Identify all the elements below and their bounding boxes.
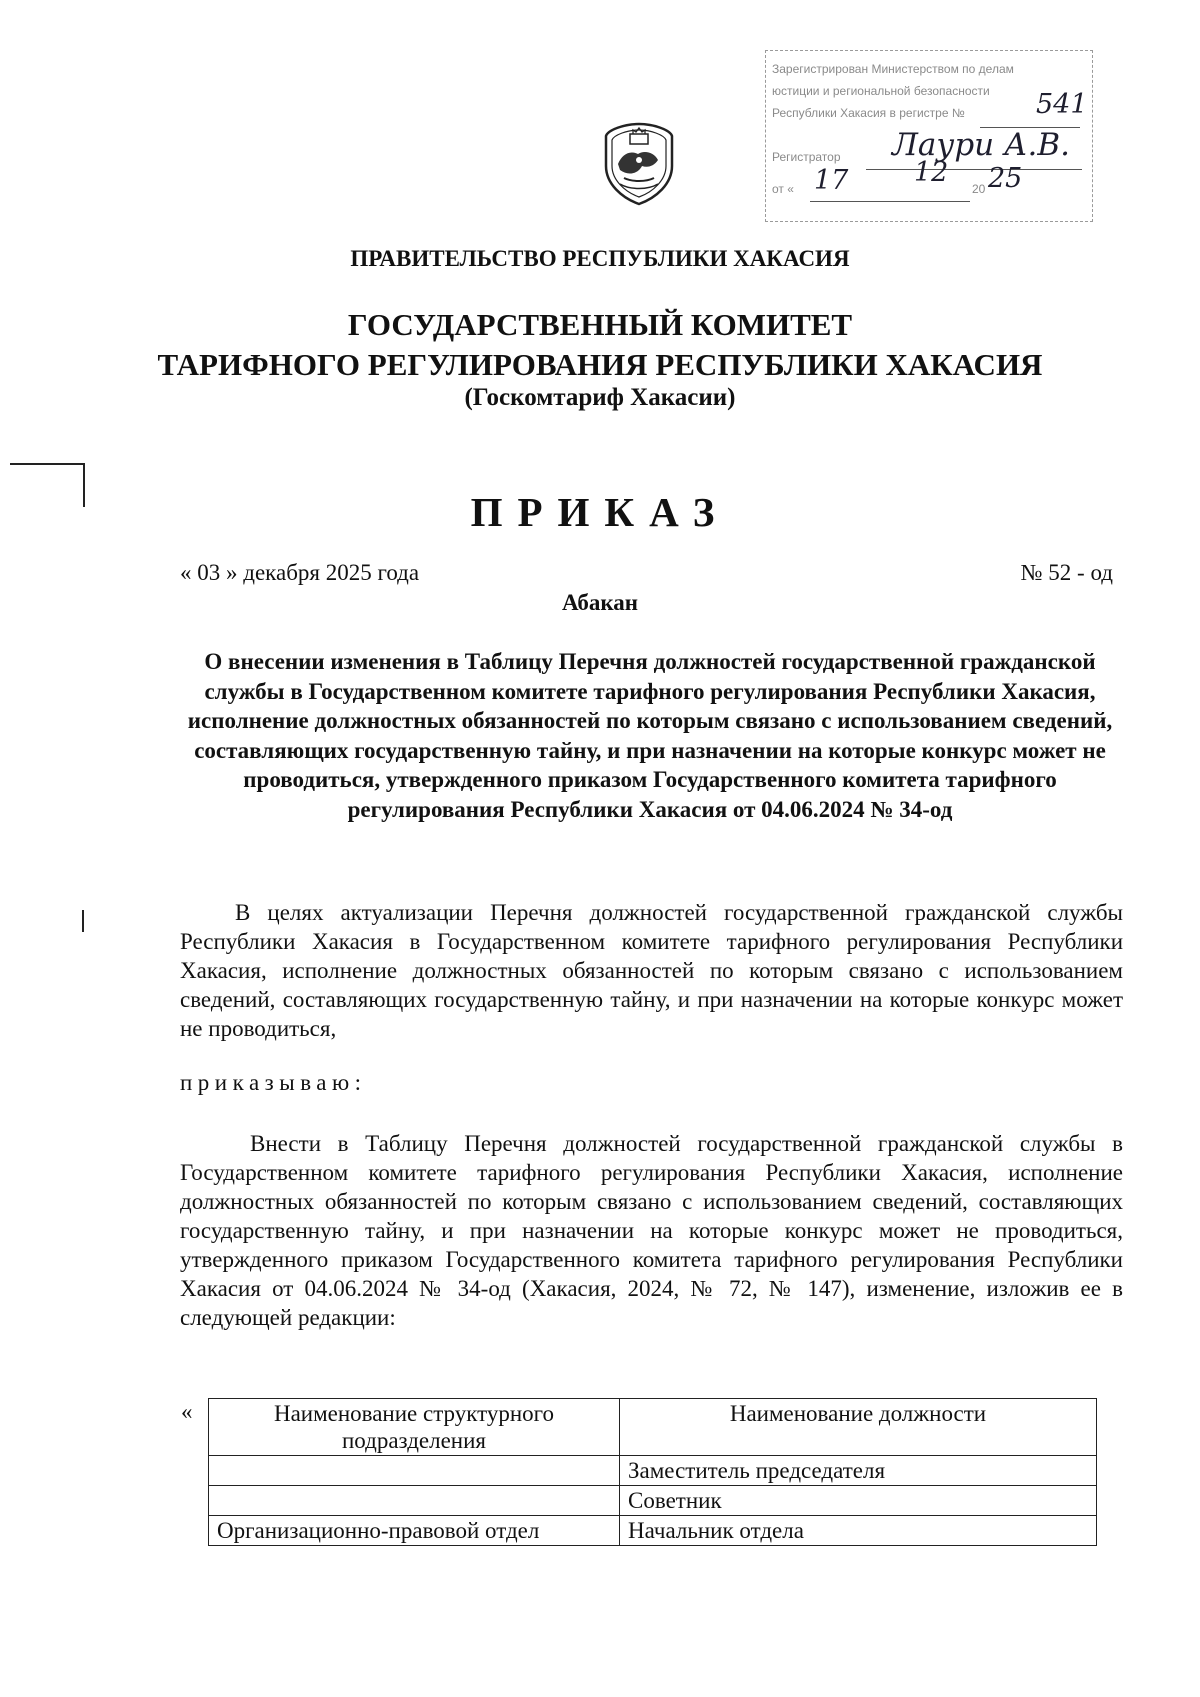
document-type-heading: ПРИКАЗ: [470, 489, 730, 535]
order-city: Абакан: [561, 590, 639, 615]
stamp-line-3: Республики Хакасия в регистре №: [772, 106, 965, 120]
preamble-paragraph: В целях актуализации Перечня должностей государственной гражданской службы Республики Хакасия в Государственном комитете тарифного регулирования Республики Хакасия, исполнение должностных обязанностей по которым связано с использованием сведений, составляющих государственную тайну, и при назначении на которые конкурс может не проводиться,: [180, 900, 1123, 1041]
table-cell-position: Заместитель председателя: [620, 1456, 1097, 1486]
table-cell-department: [209, 1486, 620, 1516]
table-header-position: Наименование должности: [620, 1399, 1097, 1456]
stamp-day: 17: [814, 165, 849, 196]
stamp-line-5-prefix: от «: [772, 182, 794, 196]
order-subject: О внесении изменения в Таблицу Перечня должностей государственной гражданской службы в Государственном комитете тарифного регулирования Республики Хакасия, исполнение должностных обязанностей по которым связано с использованием сведений, составляющих государственную тайну, и при назначении на которые конкурс может не проводиться, утвержденного приказом Государственного комитета тарифного регулирования Республики Хакасия от 04.06.2024 № 34-од: [187, 649, 1113, 822]
table-cell-department: [209, 1456, 620, 1486]
table-cell-department: Организационно-правовой отдел: [209, 1516, 620, 1546]
table-header-row: [209, 1399, 1097, 1456]
committee-short-name: (Госкомтариф Хакасии): [464, 384, 736, 411]
table-cell-position: Начальник отдела: [620, 1516, 1097, 1546]
table-header-department: Наименование структурного подразделения: [209, 1399, 620, 1456]
stamp-line-5-year: 20: [972, 182, 986, 196]
margin-mark-small: [82, 910, 84, 932]
government-title: ПРАВИТЕЛЬСТВО РЕСПУБЛИКИ ХАКАСИЯ: [350, 246, 850, 271]
stamp-month: 12: [914, 157, 949, 188]
stamp-registrar-signature: Лаури А.В.: [892, 127, 1070, 163]
registration-stamp: [765, 50, 1093, 222]
margin-mark-horizontal: [10, 463, 84, 465]
coat-of-arms-emblem: [600, 120, 678, 206]
positions-table: [208, 1398, 1097, 1546]
directive-paragraph: Внести в Таблицу Перечня должностей государственной гражданской службы в Государственном комитете тарифного регулирования Республики Хакасия, исполнение должностных обязанностей по которым связано с использованием сведений, составляющих государственную тайну, и при назначении на которые конкурс может не проводиться, утвержденного приказом Государственного комитета тарифного регулирования Республики Хакасия от 04.06.2024 № 34-од (Хакасия, 2024, № 72, № 147), изменение, изложив ее в следующей редакции:: [180, 1131, 1123, 1330]
stamp-year: 25: [988, 163, 1023, 194]
order-date: « 03 » декабря 2025 года: [180, 560, 420, 585]
table-row: [209, 1486, 1097, 1516]
table-row: [209, 1456, 1097, 1486]
stamp-line-4: Регистратор: [772, 150, 841, 164]
table-cell-position: Советник: [620, 1486, 1097, 1516]
committee-title-line-2: ТАРИФНОГО РЕГУЛИРОВАНИЯ РЕСПУБЛИКИ ХАКАСИЯ: [157, 347, 1043, 382]
table-row: [209, 1516, 1097, 1546]
order-word: приказываю:: [180, 1070, 367, 1095]
order-number: № 52 - од: [1020, 560, 1113, 585]
stamp-reg-number: 541: [1036, 89, 1088, 120]
committee-title-line-1: ГОСУДАРСТВЕННЫЙ КОМИТЕТ: [347, 307, 853, 342]
committee-title: [0, 305, 1200, 385]
stamp-line-1: Зарегистрирован Министерством по делам: [772, 62, 1014, 76]
table-open-quote: «: [181, 1399, 193, 1424]
stamp-line-2: юстиции и региональной безопасности: [772, 84, 990, 98]
